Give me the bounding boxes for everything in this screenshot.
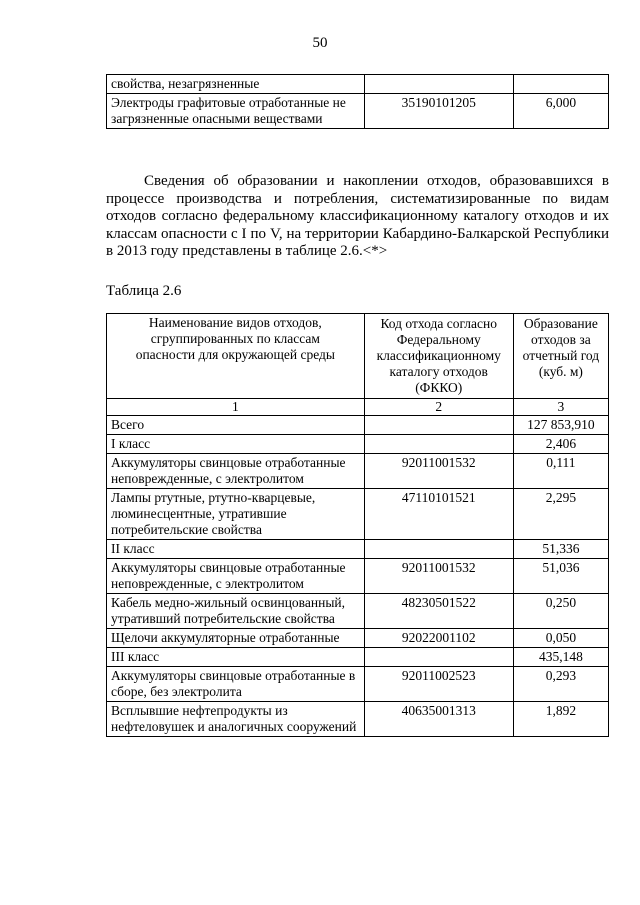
waste-volume-cell bbox=[513, 75, 608, 94]
waste-name-cell: Аккумуляторы свинцовые отработанные в сборе, без электролита bbox=[107, 667, 365, 702]
waste-volume-cell: 2,406 bbox=[513, 435, 608, 454]
waste-name-cell: Лампы ртутные, ртутно-кварцевые, люминесцентные, утратившие потребительские свойства bbox=[107, 489, 365, 540]
waste-volume-cell: 127 853,910 bbox=[513, 416, 608, 435]
waste-code-cell: 35190101205 bbox=[364, 94, 513, 129]
column-number: 3 bbox=[513, 399, 608, 416]
waste-name-cell: II класс bbox=[107, 540, 365, 559]
table-row bbox=[107, 667, 609, 702]
waste-code-cell: 48230501522 bbox=[364, 594, 513, 629]
waste-volume-cell: 51,036 bbox=[513, 559, 608, 594]
header-waste-volume: Образование отходов за отчетный год (куб. м) bbox=[513, 314, 608, 399]
header-waste-type: Наименование видов отходов, сгруппированных по классам опасности для окружающей среды bbox=[107, 314, 365, 399]
waste-name-cell: I класс bbox=[107, 435, 365, 454]
waste-name-cell: Кабель медно-жильный освинцованный, утративший потребительские свойства bbox=[107, 594, 365, 629]
waste-table-2-6 bbox=[106, 313, 609, 737]
waste-volume-cell: 0,050 bbox=[513, 629, 608, 648]
waste-volume-cell: 0,293 bbox=[513, 667, 608, 702]
table-row bbox=[107, 489, 609, 540]
waste-code-cell: 40635001313 bbox=[364, 702, 513, 737]
waste-code-cell bbox=[364, 416, 513, 435]
waste-volume-cell: 0,250 bbox=[513, 594, 608, 629]
table-row bbox=[107, 594, 609, 629]
column-number: 2 bbox=[364, 399, 513, 416]
waste-volume-cell: 51,336 bbox=[513, 540, 608, 559]
page-number: 50 bbox=[312, 35, 328, 51]
continued-waste-table bbox=[106, 74, 609, 129]
waste-name-cell: Всего bbox=[107, 416, 365, 435]
table-row bbox=[107, 540, 609, 559]
waste-volume-cell: 435,148 bbox=[513, 648, 608, 667]
waste-code-cell bbox=[364, 435, 513, 454]
waste-name-cell: III класс bbox=[107, 648, 365, 667]
waste-name-cell: Щелочи аккумуляторные отработанные bbox=[107, 629, 365, 648]
table-row bbox=[107, 629, 609, 648]
table-row bbox=[107, 702, 609, 737]
table-caption: Таблица 2.6 bbox=[106, 283, 182, 299]
waste-volume-cell: 1,892 bbox=[513, 702, 608, 737]
waste-volume-cell: 6,000 bbox=[513, 94, 608, 129]
waste-summary-paragraph: Сведения об образовании и накоплении отходов, образовавшихся в процессе производства и потребления, систематизированные по видам отходов согласно федеральному классификационному каталогу отходов и их классам опасности с I по V, на территории Кабардино-Балкарской Республики в 2013 году представлены в таблице 2.6.<*> bbox=[106, 173, 609, 260]
column-number-row bbox=[107, 399, 609, 416]
column-number: 1 bbox=[107, 399, 365, 416]
waste-name-cell: Аккумуляторы свинцовые отработанные неповрежденные, с электролитом bbox=[107, 559, 365, 594]
waste-name-cell: Аккумуляторы свинцовые отработанные неповрежденные, с электролитом bbox=[107, 454, 365, 489]
waste-code-cell: 47110101521 bbox=[364, 489, 513, 540]
waste-name-cell: свойства, незагрязненные bbox=[107, 75, 365, 94]
table-row bbox=[107, 94, 609, 129]
waste-code-cell: 92011001532 bbox=[364, 559, 513, 594]
waste-name-cell: Всплывшие нефтепродукты из нефтеловушек и аналогичных сооружений bbox=[107, 702, 365, 737]
waste-code-cell: 92011001532 bbox=[364, 454, 513, 489]
header-fkko-code: Код отхода согласно Федеральному классификационному каталогу отходов (ФККО) bbox=[364, 314, 513, 399]
waste-code-cell bbox=[364, 75, 513, 94]
table-row bbox=[107, 454, 609, 489]
waste-code-cell bbox=[364, 648, 513, 667]
waste-code-cell: 92011002523 bbox=[364, 667, 513, 702]
table-row bbox=[107, 75, 609, 94]
table-header-row bbox=[107, 314, 609, 399]
waste-code-cell: 92022001102 bbox=[364, 629, 513, 648]
table-row bbox=[107, 416, 609, 435]
waste-volume-cell: 0,111 bbox=[513, 454, 608, 489]
table-row bbox=[107, 648, 609, 667]
table-row bbox=[107, 435, 609, 454]
waste-volume-cell: 2,295 bbox=[513, 489, 608, 540]
waste-code-cell bbox=[364, 540, 513, 559]
waste-name-cell: Электроды графитовые отработанные не загрязненные опасными веществами bbox=[107, 94, 365, 129]
table-row bbox=[107, 559, 609, 594]
